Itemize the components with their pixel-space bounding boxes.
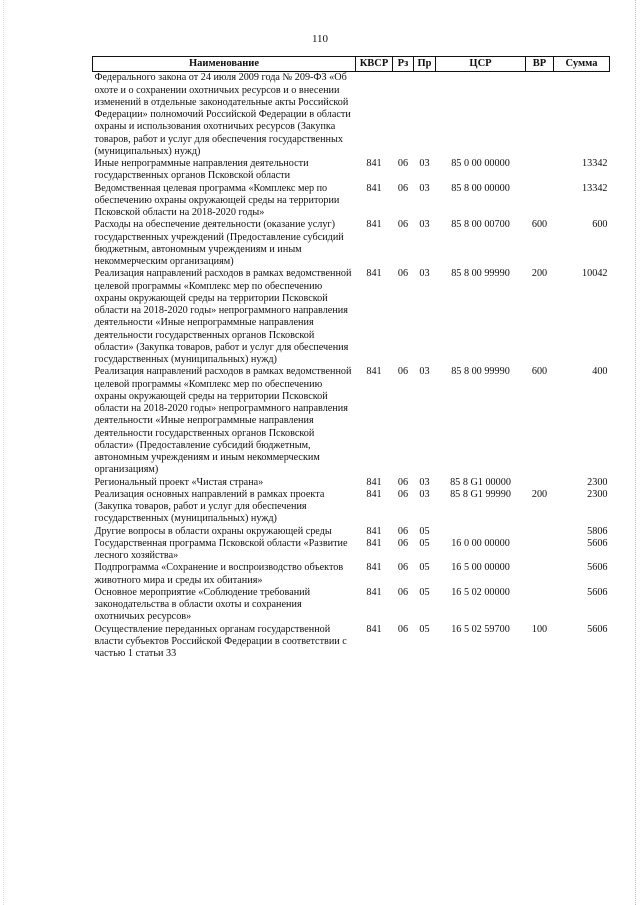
table-row (93, 366, 610, 476)
table-row (93, 538, 610, 563)
cell-kvsr: 841 (366, 623, 382, 635)
cell-csr: 85 8 G1 00000 (450, 476, 511, 488)
budget-table (92, 56, 610, 660)
header-vr: ВР (526, 57, 554, 72)
table-row (93, 624, 610, 661)
cell-pr: 05 (419, 623, 430, 635)
cell-pr: 05 (419, 562, 430, 574)
cell-name: Основное мероприятие «Соблюдение требований законодательства в области охоты и сохранения охотничьих ресурсов» (94, 586, 311, 623)
cell-vr: 100 (531, 623, 548, 635)
cell-rz: 06 (397, 366, 409, 378)
cell-csr: 85 8 00 00000 (451, 182, 510, 194)
cell-kvsr: 841 (366, 158, 382, 169)
cell-vr (526, 477, 554, 489)
cell-sum: 2300 (587, 476, 608, 488)
cell-vr (526, 158, 554, 183)
cell-rz: 06 (397, 158, 409, 169)
cell-sum: 5606 (587, 537, 608, 549)
cell-pr: 03 (419, 366, 430, 378)
cell-sum: 5806 (587, 525, 608, 537)
header-rz: Рз (393, 57, 414, 72)
table-body (93, 72, 610, 661)
cell-kvsr: 841 (366, 537, 382, 549)
table-row (93, 72, 610, 158)
cell-csr: 85 8 00 00700 (451, 219, 510, 231)
cell-kvsr: 841 (366, 586, 382, 598)
cell-sum: 13342 (582, 182, 608, 194)
cell-vr (526, 538, 554, 563)
cell-kvsr (356, 72, 393, 158)
cell-vr: 600 (531, 219, 548, 231)
header-sum: Сумма (554, 57, 610, 72)
cell-rz: 06 (397, 586, 409, 598)
cell-rz: 06 (397, 537, 409, 549)
cell-sum (554, 72, 610, 158)
cell-vr (526, 587, 554, 624)
cell-vr (526, 526, 554, 538)
cell-vr (526, 72, 554, 158)
cell-sum: 600 (592, 219, 608, 231)
table-row (93, 489, 610, 526)
cell-kvsr: 841 (366, 488, 382, 500)
cell-name: Государственная программа Псковской области «Развитие лесного хозяйства» (94, 537, 348, 561)
table-row (93, 158, 610, 183)
cell-rz: 06 (397, 525, 409, 537)
cell-rz: 06 (397, 562, 409, 574)
header-name: Наименование (93, 57, 356, 72)
cell-pr: 05 (419, 525, 430, 537)
cell-kvsr: 841 (366, 182, 382, 194)
cell-vr (526, 183, 554, 220)
cell-sum: 13342 (582, 158, 608, 169)
cell-sum: 400 (592, 366, 608, 378)
cell-name: Реализация направлений расходов в рамках ведомственной целевой программы «Комплекс мер по обеспечению охраны окружающей среды на территории Псковской области на 2018-2020 годы» непрограммного направления деятельности «Иные непрограммные направления деятельности государственных органов Псковской области» (Предоставление субсидий бюджетным, автономным учреждениям и иным некоммерческим организациям) (94, 366, 352, 476)
cell-rz (393, 72, 414, 158)
table-row (93, 183, 610, 220)
cell-csr: 16 5 00 00000 (451, 562, 510, 574)
cell-rz: 06 (397, 268, 409, 280)
cell-csr: 85 8 G1 99990 (450, 488, 511, 500)
header-pr: Пр (414, 57, 436, 72)
cell-kvsr: 841 (366, 476, 382, 488)
cell-rz: 06 (397, 219, 409, 231)
cell-name: Другие вопросы в области охраны окружающей среды (94, 525, 332, 537)
cell-csr: 16 5 02 00000 (451, 586, 510, 598)
cell-csr: 16 5 02 59700 (451, 623, 510, 635)
cell-csr (436, 72, 526, 158)
cell-csr: 85 8 00 99990 (451, 366, 510, 378)
scan-edge-left (3, 0, 5, 905)
cell-vr: 600 (531, 366, 548, 378)
cell-name: Подпрограмма «Сохранение и воспроизводство объектов животного мира и среды их обитания» (94, 562, 344, 586)
cell-name: Федерального закона от 24 июля 2009 года № 209-ФЗ «Об охоте и о сохранении охотничьих ресурсов и о внесении изменений в отдельные законодательные акты Российской Федерации» полномочий Российской Федерации в области охраны и использования охотничьих ресурсов (Закупка товаров, работ и услуг для обеспечения государственных (муниципальных) нужд) (94, 72, 351, 157)
cell-pr (414, 72, 436, 158)
table-row (93, 219, 610, 268)
scan-edge-right (634, 0, 636, 905)
cell-rz: 06 (397, 476, 409, 488)
cell-name: Осуществление переданных органам государственной власти субъектов Российской Федерации в соответствии с частью 1 статьи 33 (94, 623, 347, 659)
cell-sum: 2300 (587, 488, 608, 500)
cell-kvsr: 841 (366, 562, 382, 574)
cell-sum: 5606 (587, 562, 608, 574)
cell-kvsr: 841 (366, 366, 382, 378)
header-csr: ЦСР (436, 57, 526, 72)
cell-pr: 03 (419, 488, 430, 500)
cell-sum: 5606 (587, 623, 608, 635)
cell-name: Ведомственная целевая программа «Комплекс мер по обеспечению охраны окружающей среды на территории Псковской области на 2018-2020 годы» (94, 182, 340, 218)
cell-name: Реализация направлений расходов в рамках ведомственной целевой программы «Комплекс мер по обеспечению охраны окружающей среды на территории Псковской области на 2018-2020 годы» непрограммного направления деятельности «Иные непрограммные направления деятельности государственных органов Псковской области» (Закупка товаров, работ и услуг для обеспечения государственных (муниципальных) нужд) (94, 268, 352, 365)
cell-rz: 06 (397, 623, 409, 635)
table-row (93, 268, 610, 366)
cell-sum: 5606 (587, 586, 608, 598)
cell-pr: 03 (419, 182, 430, 194)
cell-csr: 85 8 00 99990 (451, 268, 510, 280)
cell-vr: 200 (531, 268, 548, 280)
cell-rz: 06 (397, 182, 409, 194)
table-row (93, 562, 610, 587)
page-number: 110 (311, 33, 329, 45)
cell-pr: 05 (419, 537, 430, 549)
cell-rz: 06 (397, 488, 409, 500)
header-kvsr: КВСР (356, 57, 393, 72)
cell-pr: 03 (419, 219, 430, 231)
cell-csr: 85 0 00 00000 (451, 158, 510, 169)
cell-name: Реализация основных направлений в рамках проекта (Закупка товаров, работ и услуг для обеспечения государственных (муниципальных) нужд) (94, 488, 325, 525)
cell-pr: 05 (419, 586, 430, 598)
cell-pr: 03 (419, 268, 430, 280)
cell-name: Региональный проект «Чистая страна» (94, 476, 264, 488)
cell-kvsr: 841 (366, 525, 382, 537)
cell-kvsr: 841 (366, 268, 382, 280)
cell-vr: 200 (531, 488, 548, 500)
table-header-row (93, 57, 610, 72)
cell-vr (526, 562, 554, 587)
cell-pr: 03 (419, 158, 430, 169)
cell-name: Иные непрограммные направления деятельности государственных органов Псковской области (94, 158, 309, 182)
cell-pr: 03 (419, 476, 430, 488)
cell-name: Расходы на обеспечение деятельности (оказание услуг) государственных учреждений (Предоставление субсидий бюджетным, автономным учреждениям и иным некоммерческим организациям) (94, 219, 344, 267)
table-row (93, 526, 610, 538)
cell-csr: 16 0 00 00000 (451, 537, 510, 549)
cell-sum: 10042 (582, 268, 608, 280)
cell-kvsr: 841 (366, 219, 382, 231)
table-row (93, 587, 610, 624)
table-row (93, 477, 610, 489)
cell-csr (436, 526, 526, 538)
